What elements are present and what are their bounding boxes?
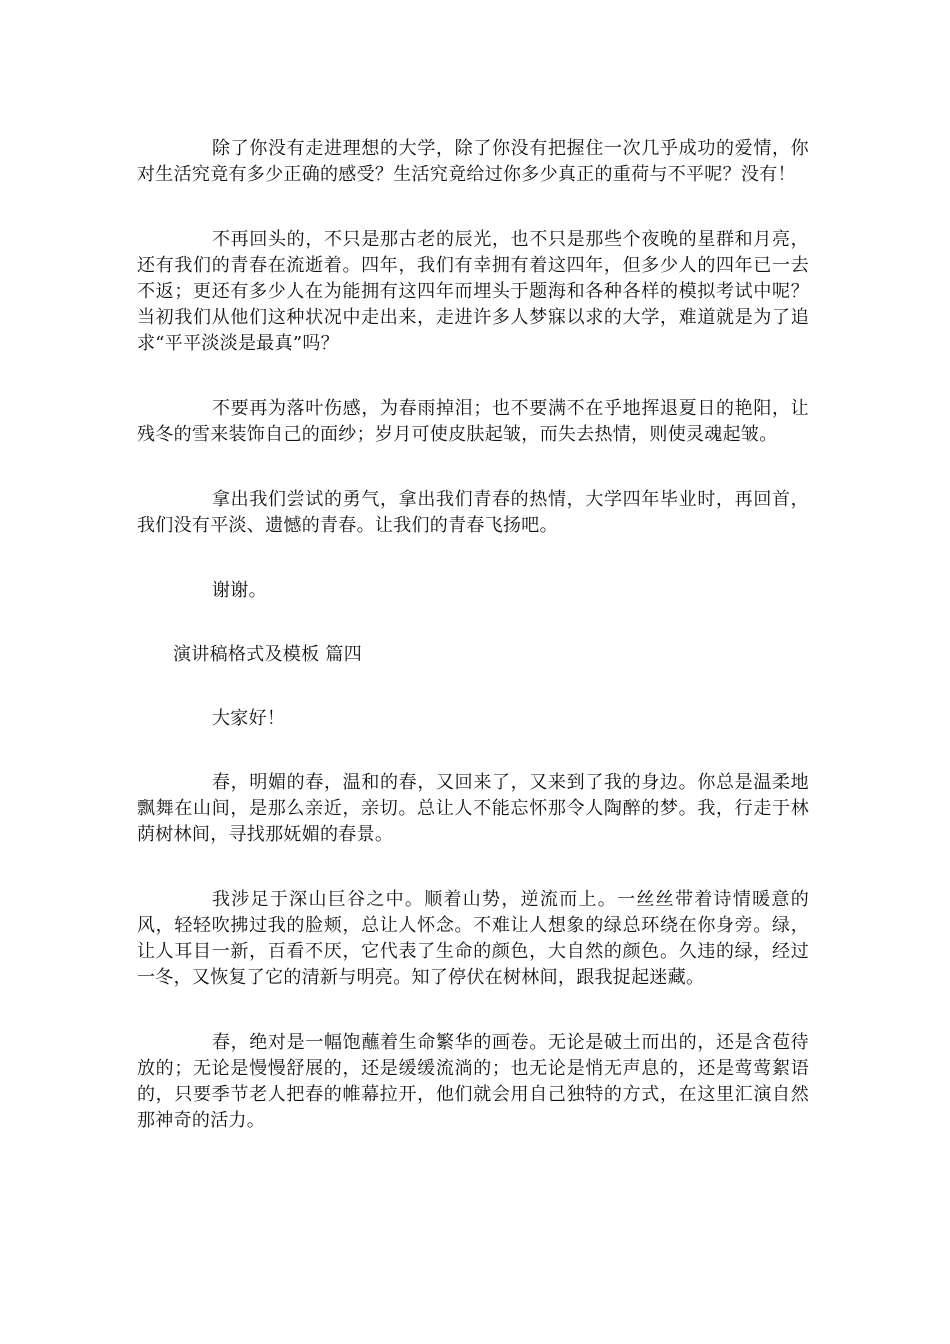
- paragraph-6: 大家好！: [212, 708, 286, 729]
- paragraph-1: 除了你没有走进理想的大学，除了你没有把握住一次几乎成功的爱情，你对生活究竟有多少正确的感受？生活究竟给过你多少真正的重荷与不平呢？没有！: [137, 138, 809, 185]
- section-heading: 演讲稿格式及模板 篇四: [173, 644, 363, 665]
- paragraph-8: 我涉足于深山巨谷之中。顺着山势，逆流而上。一丝丝带着诗情暖意的风，轻轻吹拂过我的脸颊，总让人怀念。不难让人想象的绿总环绕在你身旁。绿，让人耳目一新，百看不厌，它代表了生命的颜色，大自然的颜色。久违的绿，经过一冬，又恢复了它的清新与明亮。知了停伏在树林间，跟我捉起迷藏。: [137, 889, 809, 988]
- paragraph-9: 春，绝对是一幅饱蘸着生命繁华的画卷。无论是破土而出的，还是含苞待放的；无论是慢慢舒展的，还是缓缓流淌的；也无论是悄无声息的，还是莺莺絮语的，只要季节老人把春的帷幕拉开，他们就会用自己独特的方式，在这里汇演自然那神奇的活力。: [137, 1032, 809, 1131]
- document-page: [137, 136, 809, 1134]
- paragraph-5: 谢谢。: [212, 580, 267, 601]
- paragraph-4: 拿出我们尝试的勇气，拿出我们青春的热情，大学四年毕业时，再回首，我们没有平淡、遗憾的青春。让我们的青春飞扬吧。: [137, 489, 809, 536]
- paragraph-7: 春，明媚的春，温和的春，又回来了，又来到了我的身边。你总是温柔地飘舞在山间，是那么亲近，亲切。总让人不能忘怀那令人陶醉的梦。我，行走于林荫树林间，寻找那妩媚的春景。: [137, 772, 809, 845]
- paragraph-3: 不要再为落叶伤感，为春雨掉泪；也不要满不在乎地挥退夏日的艳阳，让残冬的雪来装饰自己的面纱；岁月可使皮肤起皱，而失去热情，则使灵魂起皱。: [137, 398, 809, 445]
- paragraph-2: 不再回头的，不只是那古老的辰光，也不只是那些个夜晚的星群和月亮，还有我们的青春在流逝着。四年，我们有幸拥有着这四年，但多少人的四年已一去不返；更还有多少人在为能拥有这四年而埋头于题海和各种各样的模拟考试中呢？当初我们从他们这种状况中走出来，走进许多人梦寐以求的大学，难道就是为了追求“平平淡淡是最真”吗？: [137, 229, 809, 354]
